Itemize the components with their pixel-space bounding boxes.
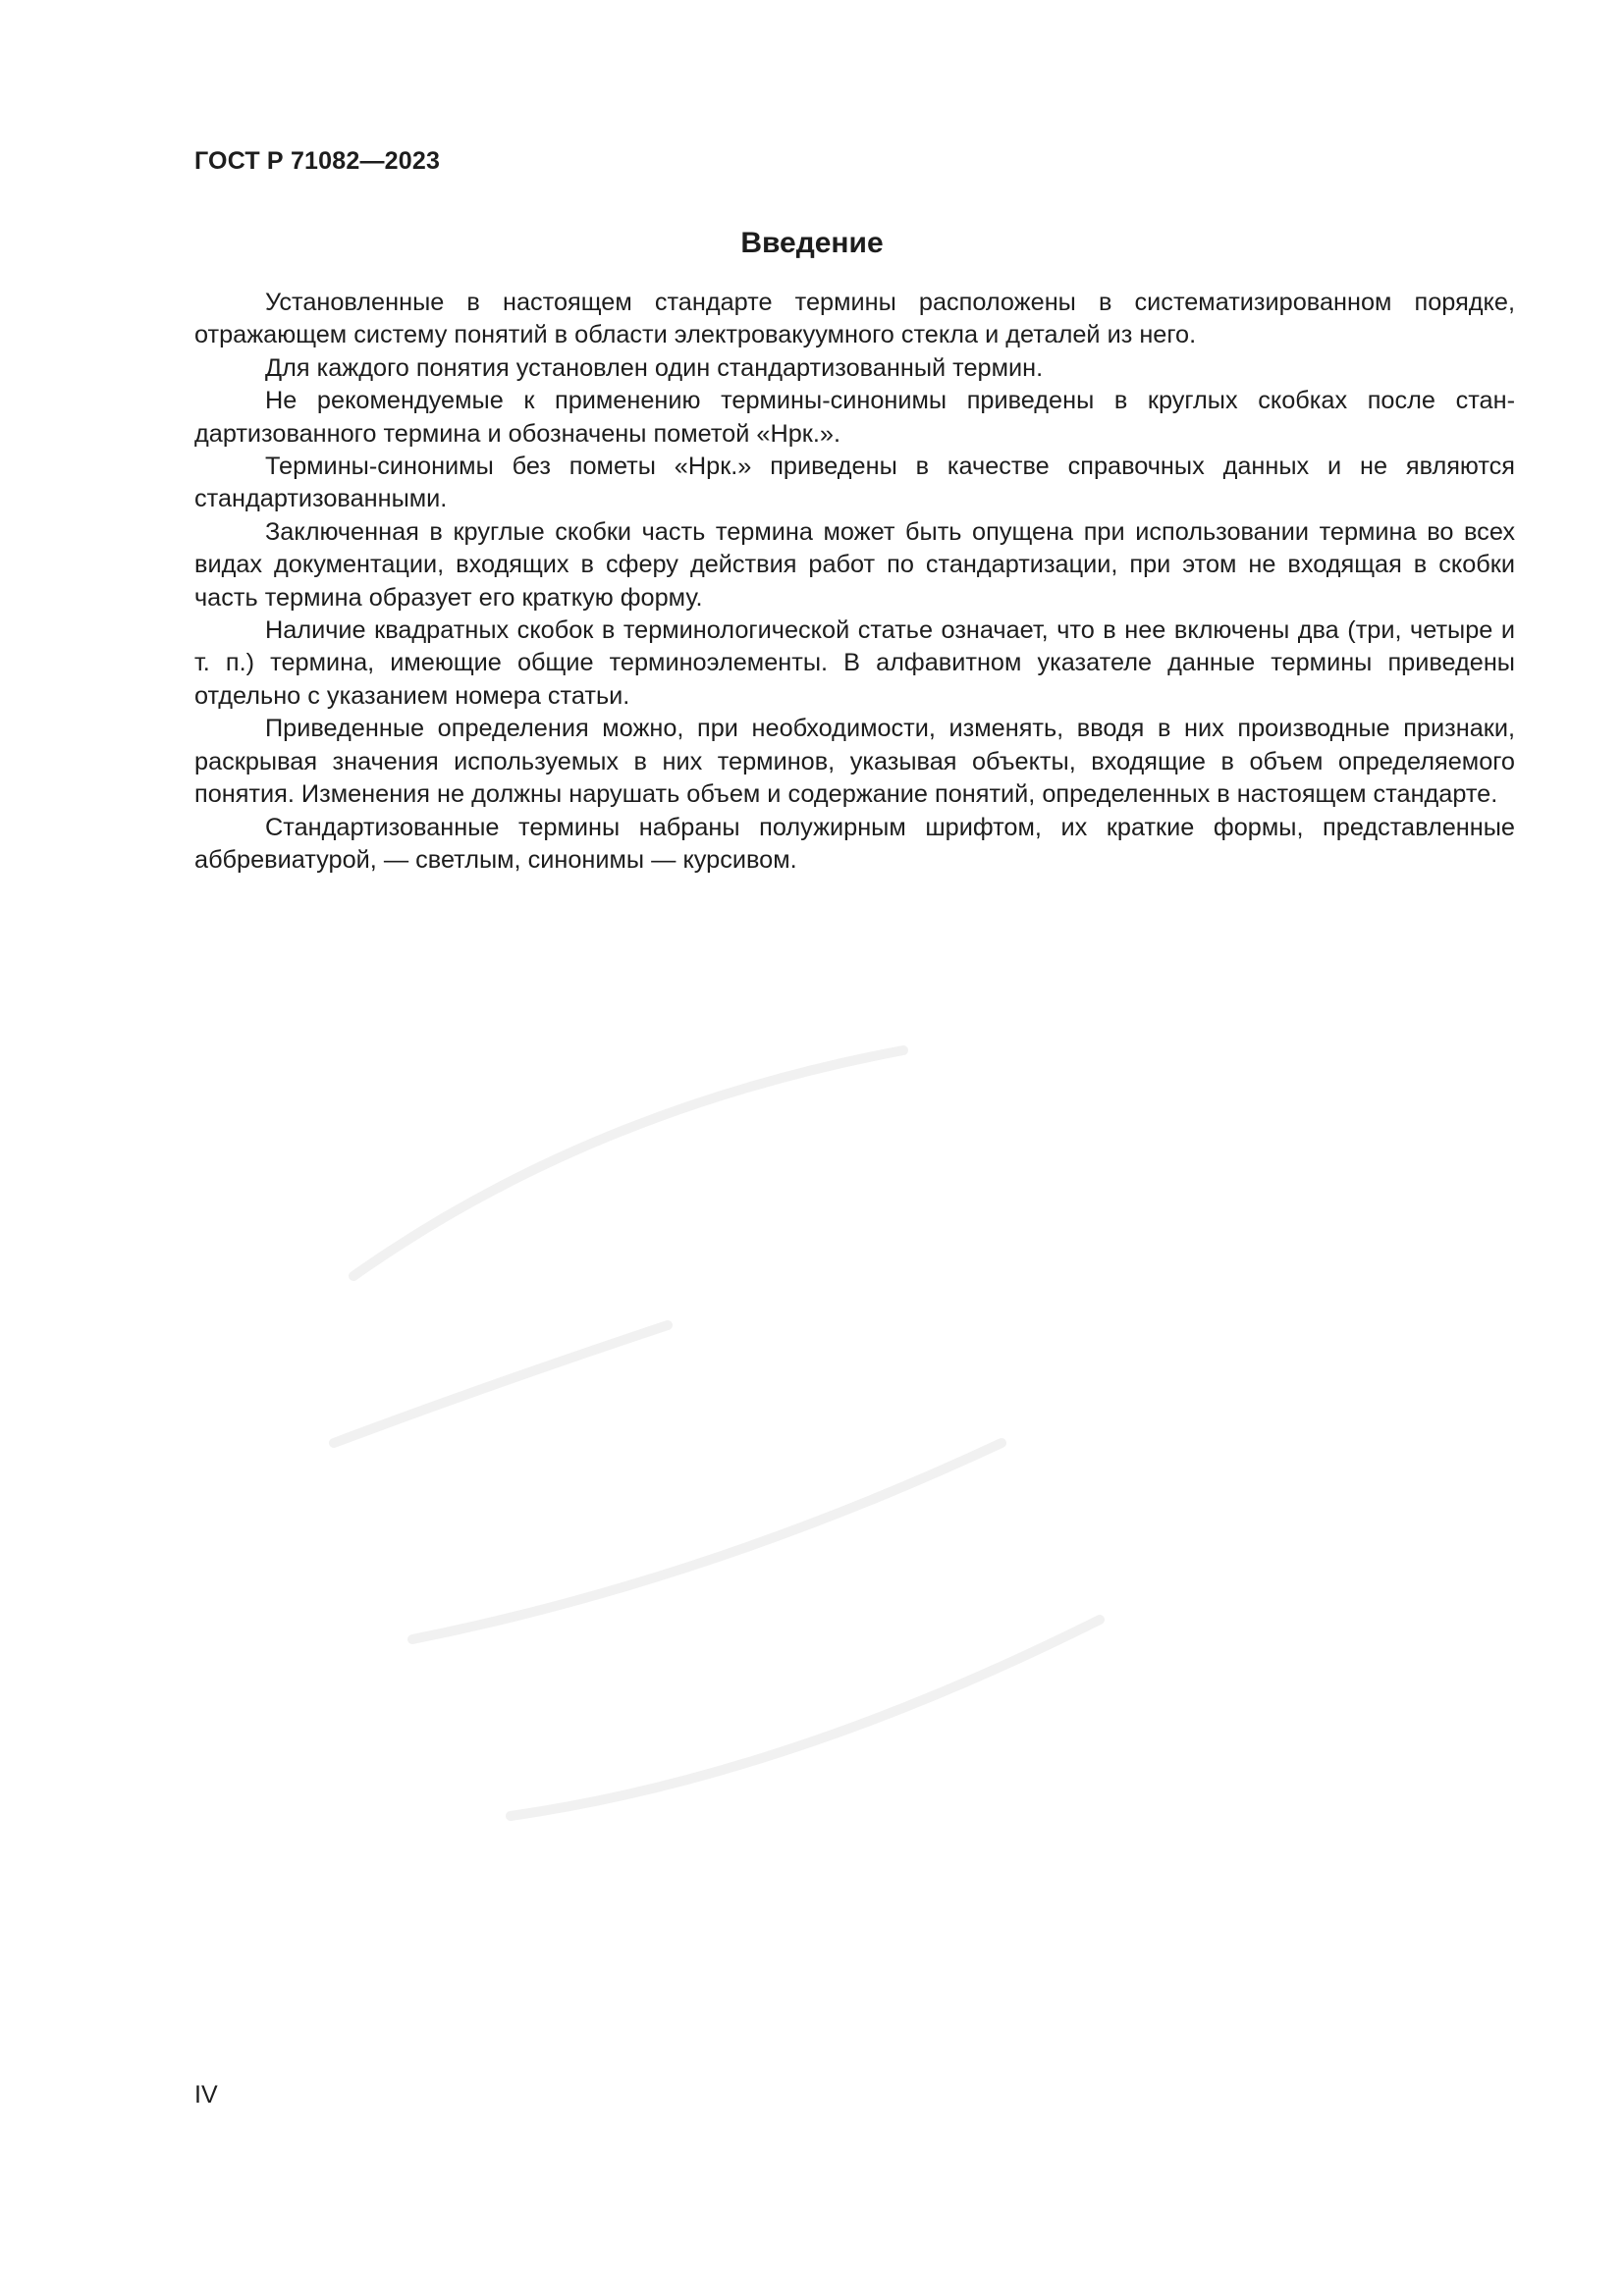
introduction-body: [194, 287, 1515, 877]
paragraph: Заключенная в круглые скобки часть термина может быть опущена при использовании термина во всех видах документации, входящих в сферу действия работ по стандартизации, при этом не входящая в скобки часть термина образует его краткую форму.: [194, 517, 1515, 612]
watermark-graphic: [295, 1031, 1276, 1914]
document-code-header: ГОСТ Р 71082—2023: [194, 147, 441, 175]
paragraph: Наличие квадратных скобок в терминологической статье означает, что в нее включены два (три, четыре и т. п.) термина, имеющие общие терминоэлементы. В алфавитном указателе данные термины приведены отдельно с указанием номера статьи.: [194, 616, 1515, 710]
paragraph: Не рекомендуемые к применению термины-синонимы приведены в круглых скобках после стандартизованного термина и обозначены пометой «Нрк.».: [194, 387, 1515, 448]
paragraph: Термины-синонимы без пометы «Нрк.» приведены в качестве справочных данных и не являются стандартизованными.: [194, 453, 1515, 513]
page-number: IV: [194, 2081, 218, 2109]
paragraph: Стандартизованные термины набраны полужирным шрифтом, их краткие формы, представленные аббревиатурой, — светлым, синонимы — курсивом.: [194, 813, 1515, 874]
paragraph: Установленные в настоящем стандарте термины расположены в систематизированном порядке, отражающем систему понятий в области электровакуумного стекла и деталей из него.: [194, 289, 1515, 349]
section-title: Введение: [740, 227, 884, 259]
paragraph: Приведенные определения можно, при необходимости, изменять, вводя в них производные признаки, раскрывая значения используемых в них терминов, указывая объекты, входящие в объем определяемого понятия. Изменения не должны нарушать объем и содержание понятий, определенных в настоящем стандарте.: [194, 715, 1515, 809]
paragraph: Для каждого понятия установлен один стандартизованный термин.: [265, 353, 1044, 382]
